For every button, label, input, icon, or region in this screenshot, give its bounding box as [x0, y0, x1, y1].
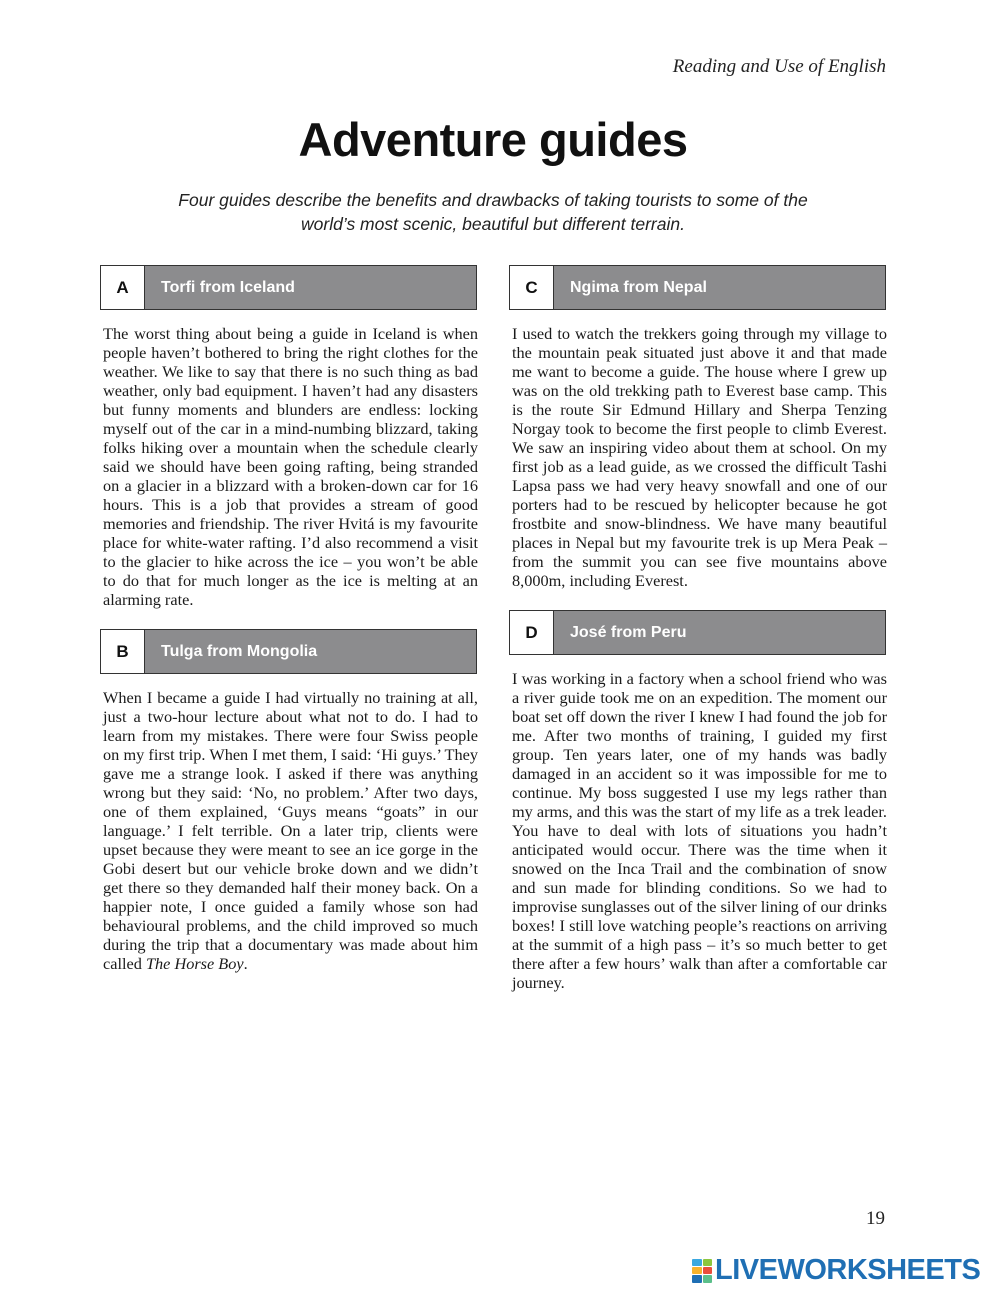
section-b-end: . [243, 954, 248, 973]
section-c-letter: C [510, 266, 554, 309]
section-b-letter: B [101, 630, 145, 673]
right-column [509, 265, 886, 992]
liveworksheets-logo [692, 1254, 980, 1287]
liveworksheets-wordmark: LIVEWORKSHEETS [715, 1254, 981, 1286]
liveworksheets-logo-icon [692, 1259, 712, 1283]
section-d-text: I was working in a factory when a school friend who was a river guide took me on an expedition. The moment our boat set off down the river I knew I had found the job for me. After two months of training, I guided my first group. Ten years later, one of my hands was badly damaged in an accident so it was impossible for me to continue. My boss suggested I use my legs rather than my arms, and this was the start of my life as a trek leader. You have to deal with lots of situations you hadn’t anticipated would occur. There was the time when it snowed on the Inca Trail and the combination of snow and sun made for blinding conditions. So we had to improvise sunglasses out of the silver lining of our drinks boxes! I still love watching people’s reactions on arriving at the summit of a high pass – it’s so much better to get there after a few hours’ walk than after a comfortable car journey. [512, 669, 887, 992]
section-c-name: Ngima from Nepal [554, 266, 885, 309]
section-a-name: Torfi from Iceland [145, 266, 476, 309]
page-subtitle: Four guides describe the benefits and drawbacks of taking tourists to some of the world’s most scenic, beautiful but different terrain. [178, 190, 808, 234]
section-b-text [103, 688, 478, 973]
section-b-body: When I became a guide I had virtually no training at all, just a two-hour lecture about what not to do. I had to learn from my mistakes. There were four Swiss people on my first trip. When I met them, I said: ‘Hi guys.’ They gave me a strange look. I asked if there was anything wrong but they said: ‘No, no problem.’ After two days, one of them explained, ‘Guys means “goats” in our language.’ I felt terrible. On a later trip, clients were upset because they were meant to see an ice gorge in the Gobi desert but our vehicle broke down and we didn’t get there so they demanded half their money back. On a happier note, I once guided a family whose son had behavioural problems, and the child improved so much during the trip that a documentary was made about him called [103, 688, 478, 973]
section-d-letter: D [510, 611, 554, 654]
section-c-text: I used to watch the trekkers going through my village to the mountain peak situated just above it and that made me want to become a guide. The house where I grew up was on the old trekking path to Everest base camp. This is the route Sir Edmund Hillary and Sherpa Tenzing Norgay took to become the first people to climb Everest. We saw an inspiring video about them at school. On my first job as a lead guide, as we crossed the difficult Tashi Lapsa pass we had very heavy snowfall and one of our porters had to be rescued by helicopter because he got frostbite and snow-blindness. We have many beautiful places in Nepal but my favourite trek is up Mera Peak – from the summit you can see five mountains above 8,000m, including Everest. [512, 324, 887, 590]
page-title: Adventure guides [298, 113, 688, 166]
section-a-header [100, 265, 477, 310]
section-a-text: The worst thing about being a guide in Iceland is when people haven’t bothered to bring the right clothes for the weather. We like to say that there is no such thing as bad weather, only bad equipment. I haven’t had any disasters but funny moments and blunders are endless: locking myself out of the car in a mind-numbing blizzard, taking folks hiking over a mountain when the schedule clearly said we should have been going rafting, being stranded on a glacier in a blizzard with a broken-down car for 16 hours. This is a job that provides a stream of good memories and friendship. The river Hvitá is my favourite place for white-water rafting. I’d also recommend a visit to the glacier to hike across the ice – you won’t be able to do that for much longer as the ice is melting at an alarming rate. [103, 324, 478, 609]
left-column [100, 265, 477, 973]
page-number: 19 [866, 1208, 885, 1229]
section-c-header [509, 265, 886, 310]
section-b-name: Tulga from Mongolia [145, 630, 476, 673]
documentary-title: The Horse Boy [145, 954, 244, 973]
section-a-letter: A [101, 266, 145, 309]
section-b-header [100, 629, 477, 674]
section-d-name: José from Peru [554, 611, 885, 654]
running-header: Reading and Use of English [672, 56, 886, 77]
section-d-header [509, 610, 886, 655]
